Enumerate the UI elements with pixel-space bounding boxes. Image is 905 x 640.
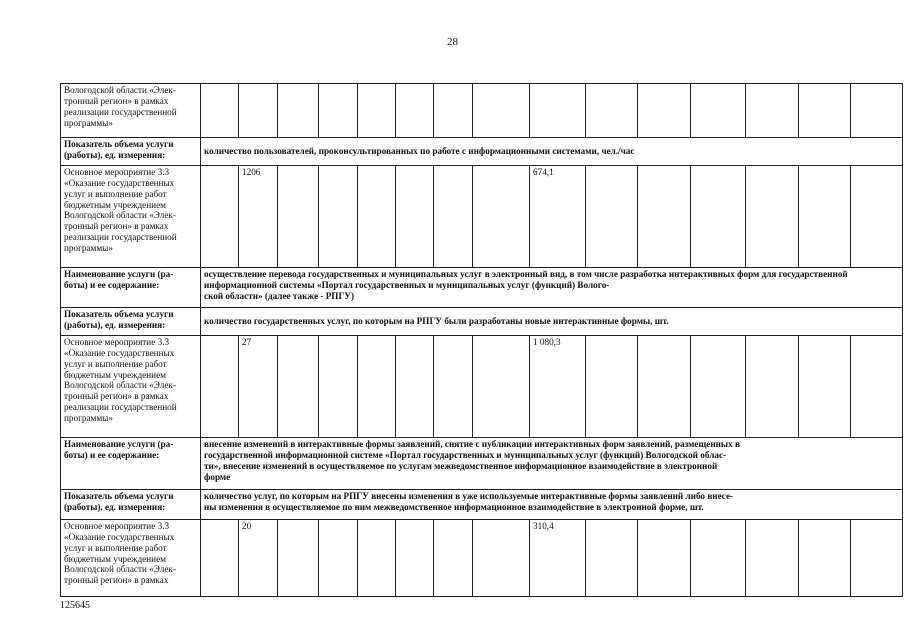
service-label: Наименование услуги (ра- боты) и ее содержание: xyxy=(61,438,201,490)
indicator-label: Показатель объема услуги (работы), ед. измерения: xyxy=(61,138,201,166)
table-row xyxy=(61,84,903,138)
row-label: Основное мероприятие 3.3 «Оказание государственных услуг и выполнение работ бюджетным учреждением Вологодской области «Элек- тронный регион» в рамках xyxy=(61,520,201,597)
indicator-label: Показатель объема услуги (работы), ед. измерения: xyxy=(61,490,201,520)
value-cell: 27 xyxy=(239,336,278,438)
indicator-text: количество пользователей, проконсультированных по работе с информационными системами, чел./час xyxy=(201,138,903,166)
row-label: Основное мероприятие 3.3 «Оказание государственных услуг и выполнение работ бюджетным учреждением Вологодской области «Элек- тронный регион» в рамках реализации государственной программы» xyxy=(61,166,201,268)
program-table xyxy=(60,83,903,597)
table-row xyxy=(61,520,903,597)
document-id: 125645 xyxy=(60,600,90,611)
value-cell: 674,1 xyxy=(530,166,586,268)
page-number: 28 xyxy=(447,36,458,48)
table-row xyxy=(61,490,903,520)
service-text: внесение изменений в интерактивные формы заявлений, снятие с публикации интерактивных форм заявлений, размещенных в государственной информационной системе «Портал государственных и муниципальных услуг (функций) Вологодской облас- ти», внесение изменений в осуществляемое по услугам межведомственное информационное взаимодействие в электронной форме xyxy=(201,438,903,490)
table-row xyxy=(61,438,903,490)
indicator-text: количество государственных услуг, по которым на РПГУ были разработаны новые интерактивные формы, шт. xyxy=(201,308,903,336)
table-row xyxy=(61,166,903,268)
value-cell: 20 xyxy=(239,520,278,597)
service-text: осуществление перевода государственных и муниципальных услуг в электронный вид, в том числе разработка интерактивных форм для государственной информационной системы «Портал государственных и муниципальных услуг (функций) Волого- ской области» (далее также - РПГУ) xyxy=(201,268,903,308)
row-label: Основное мероприятие 3.3 «Оказание государственных услуг и выполнение работ бюджетным учреждением Вологодской области «Элек- тронный регион» в рамках реализации государственной программы» xyxy=(61,336,201,438)
value-cell: 1206 xyxy=(239,166,278,268)
table-row xyxy=(61,308,903,336)
indicator-label: Показатель объема услуги (работы), ед. измерения: xyxy=(61,308,201,336)
indicator-text: количество услуг, по которым на РПГУ внесены изменения в уже используемые интерактивные формы заявлений либо внесе- ны изменения в осуществляемое по ним межведомственное информационное взаимодействие в электронной форме, шт. xyxy=(201,490,903,520)
table-row xyxy=(61,336,903,438)
value-cell: 310,4 xyxy=(530,520,586,597)
table-row xyxy=(61,138,903,166)
table-row xyxy=(61,268,903,308)
service-label: Наименование услуги (ра- боты) и ее содержание: xyxy=(61,268,201,308)
row-label: Вологодской области «Элек- тронный регион» в рамках реализации государственной программы» xyxy=(61,84,201,138)
value-cell: 1 080,3 xyxy=(530,336,586,438)
